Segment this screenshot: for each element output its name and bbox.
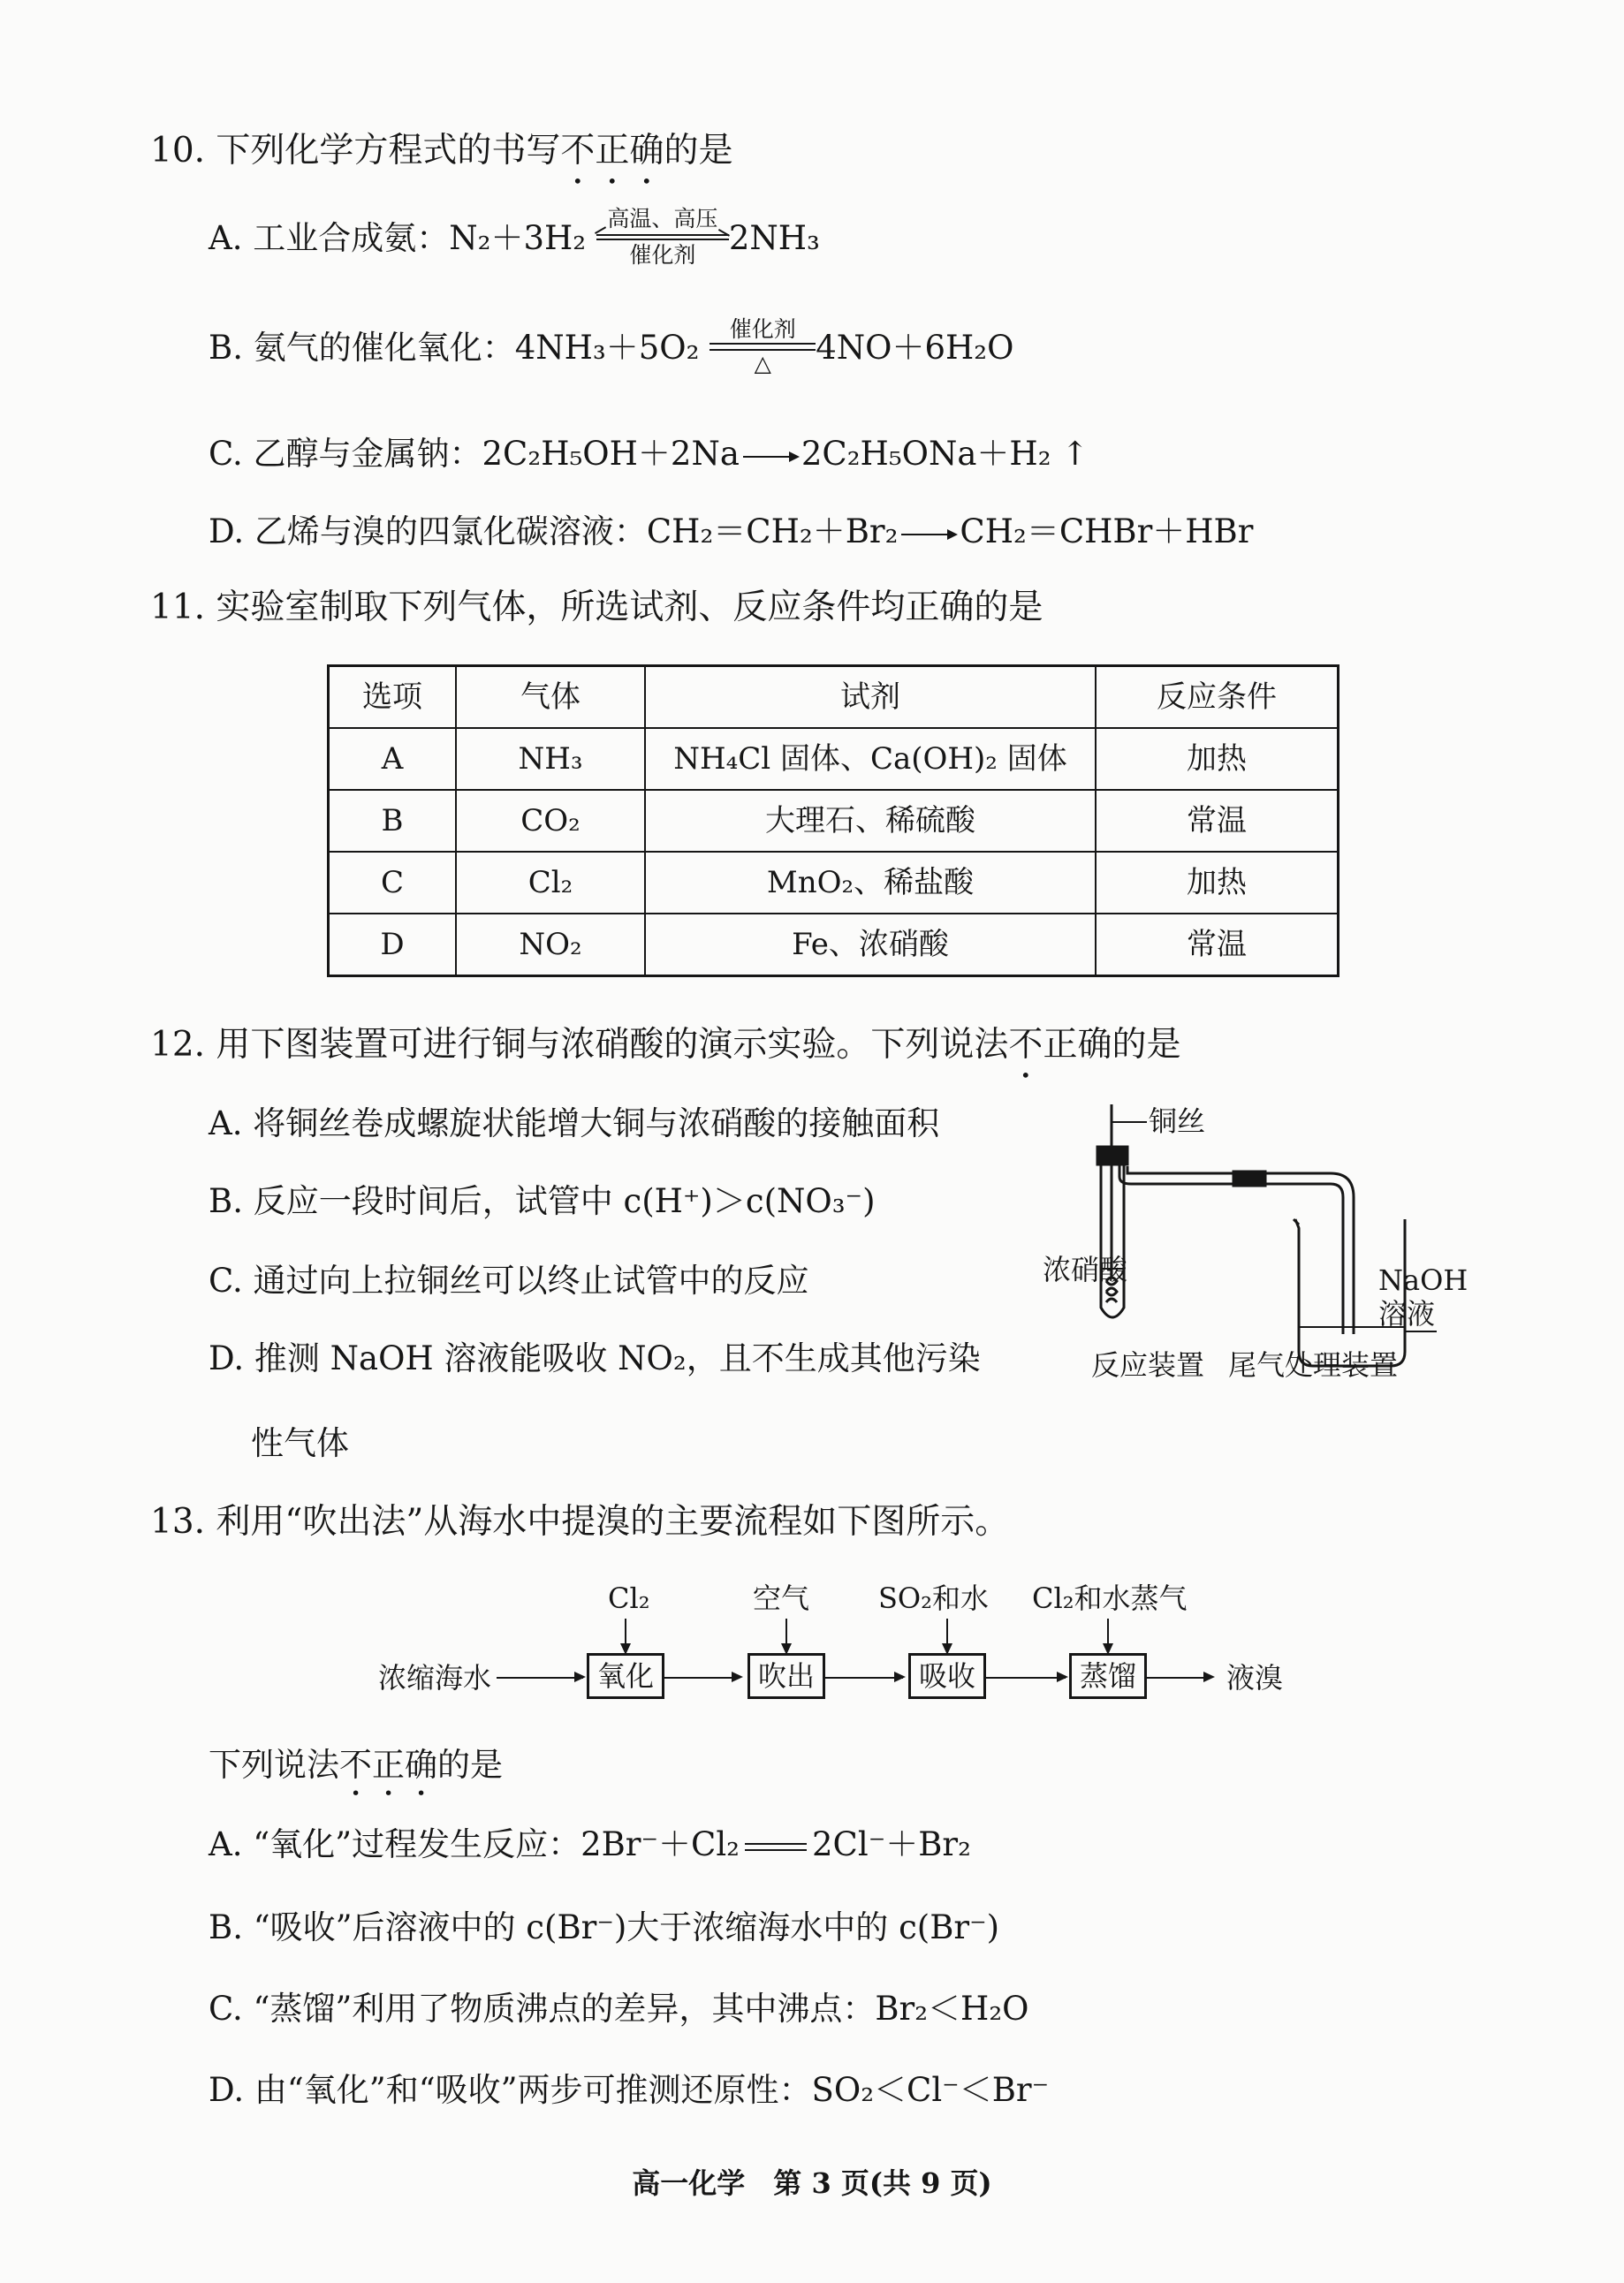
q10-a-label: A. 工业合成氨： <box>209 219 450 257</box>
table-cell: MnO₂、稀盐酸 <box>645 852 1096 914</box>
table-cell: 大理石、稀硫酸 <box>645 790 1096 852</box>
table-cell: A <box>329 728 457 790</box>
table-cell: B <box>329 790 457 852</box>
table-cell: Fe、浓硝酸 <box>645 914 1096 976</box>
q12-option-c: C. 通过向上拉铜丝可以终止试管中的反应 <box>209 1262 809 1300</box>
q13-option-b: B. “吸收”后溶液中的 c(Br⁻)大于浓缩海水中的 c(Br⁻) <box>209 1908 1000 1946</box>
label-copper-wire: 铜丝 <box>1149 1104 1206 1138</box>
q10-option-b <box>209 316 1014 380</box>
q13-a-label: A. “氧化”过程发生反应： <box>209 1825 581 1863</box>
q10-stem <box>150 131 732 192</box>
q11-table <box>327 664 1339 977</box>
q10-a-cond-top: 高温、高压 <box>607 206 718 231</box>
table-cell: CO₂ <box>456 790 645 852</box>
table-cell: Cl₂ <box>456 852 645 914</box>
q10-option-a <box>209 206 820 271</box>
q10-c-arrow <box>743 456 798 458</box>
q10-a-rhs: 2NH₃ <box>728 219 820 257</box>
q12-stem-tail: 正确的是 <box>1043 1025 1181 1065</box>
flow-input-cl2-steam: Cl₂和水蒸气 <box>1032 1581 1188 1615</box>
label-naoh: NaOH <box>1378 1263 1468 1297</box>
table-cell: 加热 <box>1096 728 1339 790</box>
q13-sub-stem <box>209 1746 503 1803</box>
q10-a-condition-arrow <box>596 207 729 268</box>
q10-b-condition-equals <box>710 317 816 376</box>
q11-stem: 11. 实验室制取下列气体，所选试剂、反应条件均正确的是 <box>150 588 1043 627</box>
q13-option-c: C. “蒸馏”利用了物质沸点的差异，其中沸点：Br₂＜H₂O <box>209 1990 1029 2028</box>
q10-d-rhs: CH₂＝CHBr＋HBr <box>960 512 1254 550</box>
q10-stem-tail: 的是 <box>664 131 733 171</box>
q13-stem: 13. 利用“吹出法”从海水中提溴的主要流程如下图所示。 <box>150 1502 1010 1542</box>
caption-tail-gas-apparatus: 尾气处理装置 <box>1228 1348 1399 1382</box>
q10-b-rhs: 4NO＋6H₂O <box>816 329 1014 367</box>
q10-stem-text: 10. 下列化学方程式的书写 <box>150 131 561 171</box>
q13-a-rhs: 2Cl⁻＋Br₂ <box>812 1825 971 1863</box>
q10-c-rhs: 2C₂H₅ONa＋H₂ ↑ <box>801 435 1089 473</box>
q10-d-label: D. 乙烯与溴的四氯化碳溶液： <box>209 512 647 550</box>
q12-stem-emphasis: 不 <box>1008 1025 1043 1065</box>
q12-apparatus-figure <box>1034 1096 1493 1387</box>
q13-sub-stem-tail: 的是 <box>437 1746 503 1784</box>
table-cell: NO₂ <box>456 914 645 976</box>
q10-b-cond-bottom: △ <box>754 351 771 376</box>
q10-b-lhs: 4NH₃＋5O₂ <box>514 329 700 367</box>
flow-input-so2-water: SO₂和水 <box>878 1581 989 1615</box>
q13-a-equals <box>745 1843 807 1851</box>
q12-stem <box>150 1025 1180 1086</box>
q10-option-c <box>209 435 1089 474</box>
table-row <box>329 728 1339 790</box>
table-cell: D <box>329 914 457 976</box>
table-header-cell: 试剂 <box>645 666 1096 729</box>
flow-start: 浓缩海水 <box>378 1661 492 1695</box>
table-cell: 加热 <box>1096 852 1339 914</box>
table-header-row <box>329 666 1339 729</box>
q12-option-b: B. 反应一段时间后，试管中 c(H⁺)＞c(NO₃⁻) <box>209 1182 876 1220</box>
flow-input-chlorine: Cl₂ <box>608 1581 650 1615</box>
q12-option-d-continued: 性气体 <box>251 1424 349 1462</box>
label-concentrated-nitric-acid: 浓硝酸 <box>1043 1253 1128 1286</box>
q10-c-label: C. 乙醇与金属钠： <box>209 435 482 473</box>
table-header-cell: 选项 <box>329 666 457 729</box>
q12-stem-text: 12. 用下图装置可进行铜与浓硝酸的演示实验。下列说法 <box>150 1025 1009 1065</box>
flow-step-absorption: 吸收 <box>908 1653 986 1699</box>
flow-end: 液溴 <box>1226 1661 1284 1695</box>
q13-sub-stem-emphasis: 不正确 <box>339 1746 437 1784</box>
q13-option-a <box>209 1825 971 1864</box>
q10-stem-emphasis: 不正确 <box>560 131 664 171</box>
q10-a-lhs: N₂＋3H₂ <box>449 219 587 257</box>
table-header-cell: 反应条件 <box>1096 666 1339 729</box>
q10-b-label: B. 氨气的催化氧化： <box>209 329 515 367</box>
q10-b-cond-top: 催化剂 <box>729 316 796 342</box>
q10-a-cond-bottom: 催化剂 <box>629 242 696 268</box>
table-header-cell: 气体 <box>456 666 645 729</box>
table-cell: NH₄Cl 固体、Ca(OH)₂ 固体 <box>645 728 1096 790</box>
table-cell: NH₃ <box>456 728 645 790</box>
q10-c-lhs: 2C₂H₅OH＋2Na <box>482 435 740 473</box>
table-row <box>329 790 1339 852</box>
q10-d-lhs: CH₂＝CH₂＋Br₂ <box>646 512 899 550</box>
q13-sub-stem-text: 下列说法 <box>209 1746 339 1784</box>
caption-reaction-apparatus: 反应装置 <box>1091 1348 1205 1382</box>
label-solution: 溶液 <box>1378 1297 1436 1331</box>
flow-step-distillation: 蒸馏 <box>1069 1653 1147 1699</box>
page-footer: 高一化学 第 3 页(共 9 页) <box>632 2166 992 2200</box>
table-row <box>329 852 1339 914</box>
table-cell: C <box>329 852 457 914</box>
table-row <box>329 914 1339 976</box>
q10-d-arrow <box>901 534 956 535</box>
flow-input-air: 空气 <box>753 1581 810 1615</box>
flow-step-blowout: 吹出 <box>747 1653 825 1699</box>
table-cell: 常温 <box>1096 790 1339 852</box>
q12-option-d: D. 推测 NaOH 溶液能吸收 NO₂，且不生成其他污染 <box>209 1339 981 1377</box>
q12-option-a: A. 将铜丝卷成螺旋状能增大铜与浓硝酸的接触面积 <box>209 1104 940 1142</box>
q10-option-d <box>209 512 1253 551</box>
q13-option-d: D. 由“氧化”和“吸收”两步可推测还原性：SO₂＜Cl⁻＜Br⁻ <box>209 2071 1050 2109</box>
q13-a-lhs: 2Br⁻＋Cl₂ <box>581 1825 740 1863</box>
table-cell: 常温 <box>1096 914 1339 976</box>
flow-step-oxidation: 氧化 <box>587 1653 664 1699</box>
